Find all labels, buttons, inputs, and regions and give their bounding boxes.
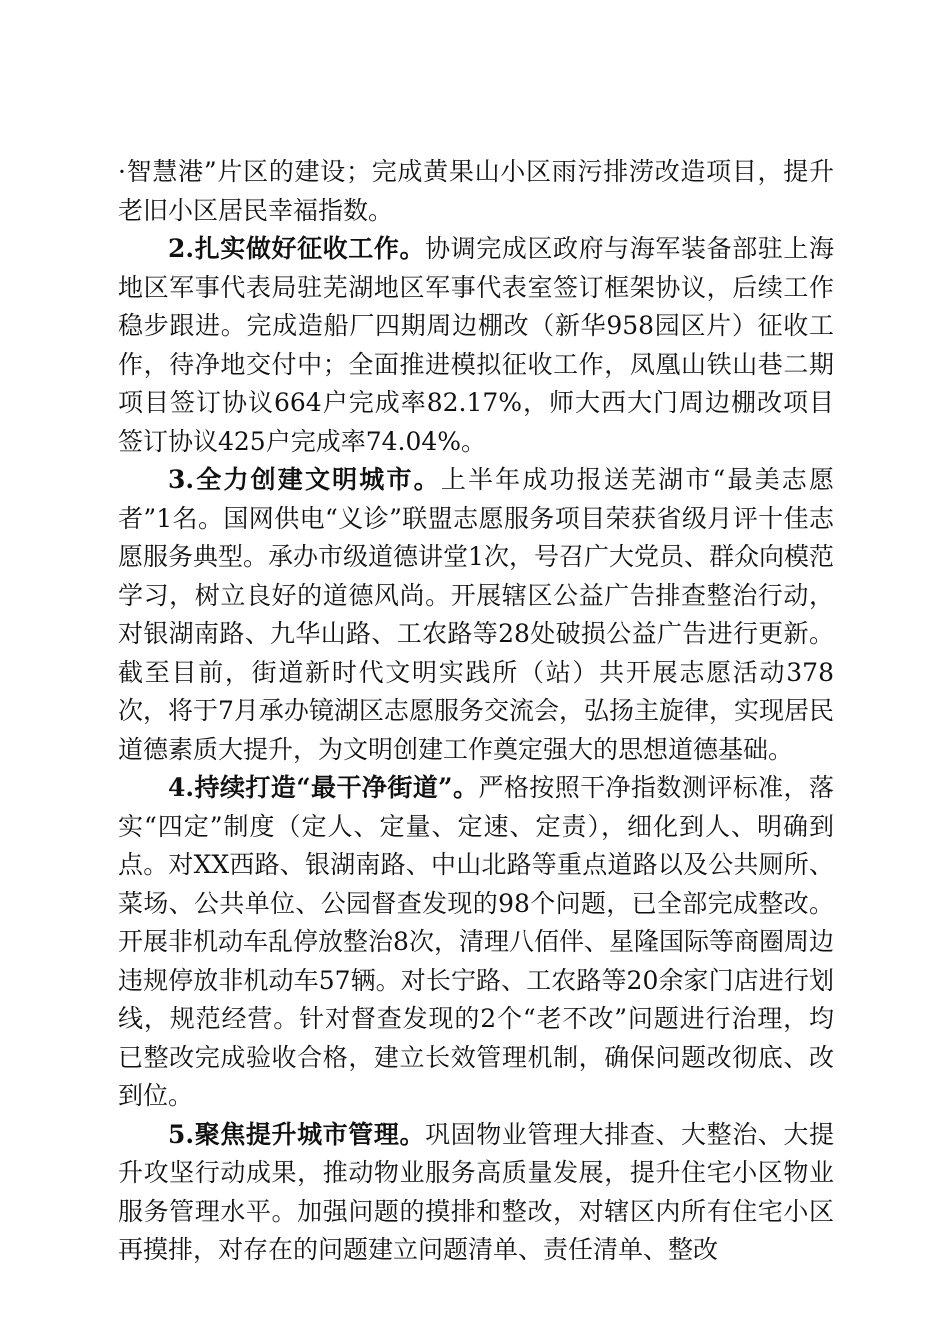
paragraph-heading: 2.扎实做好征收工作。 [168,234,426,263]
document-body [118,153,834,1270]
paragraph-text: ·智慧港”片区的建设；完成黄果山小区雨污排涝改造项目，提升老旧小区居民幸福指数。 [118,157,834,225]
paragraph-cleanest-street [118,769,834,1116]
paragraph-text: 严格按照干净指数测评标准，落实“四定”制度（定人、定量、定速、定责），细化到人、明确到点。对XX西路、银湖南路、中山北路等重点道路以及公共厕所、菜场、公共单位、公园督查发现的98个问题，已全部完成整改。开展非机动车乱停放整治8次，清理八佰伴、星隆国际等商圈周边违规停放非机动车57辆。对长宁路、工农路等20余家门店进行划线，规范经营。针对督查发现的2个“老不改”问题进行治理，均已整改完成验收合格，建立长效管理机制，确保问题改彻底、改到位。 [118,773,834,1110]
paragraph-heading: 5.聚焦提升城市管理。 [168,1119,426,1149]
paragraph-text: 上半年成功报送芜湖市“最美志愿者”1名。国网供电“义诊”联盟志愿服务项目荣获省级月评十佳志愿服务典型。承办市级道德讲堂1次，号召广大党员、群众向模范学习，树立良好的道德风尚。开展辖区公益广告排查整治行动，对银湖南路、九华山路、工农路等28处破损公益广告进行更新。截至目前，街道新时代文明实践所（站）共开展志愿活动378次，将于7月承办镜湖区志愿服务交流会，弘扬主旋律，实现居民道德素质大提升，为文明创建工作奠定强大的思想道德基础。 [118,465,834,764]
paragraph-civilized-city [118,461,834,769]
paragraph-intro [118,153,834,230]
paragraph-city-management [118,1116,834,1270]
paragraph-heading: 4.持续打造“最干净街道”。 [168,773,479,802]
paragraph-text: 巩固物业管理大排查、大整治、大提升攻坚行动成果，推动物业服务高质量发展，提升住宅小区物业服务管理水平。加强问题的摸排和整改，对辖区内所有住宅小区再摸排，对存在的问题建立问题清单、责任清单、整改 [118,1119,834,1264]
paragraph-expropriation [118,230,834,461]
paragraph-text: 协调完成区政府与海军装备部驻上海地区军事代表局驻芜湖地区军事代表室签订框架协议，后续工作稳步跟进。完成造船厂四期周边棚改（新华958园区片）征收工作，待净地交付中；全面推进模拟征收工作，凤凰山铁山巷二期项目签订协议664户完成率82.17%，师大西大门周边棚改项目签订协议425户完成率74.04%。 [118,234,834,456]
paragraph-heading: 3.全力创建文明城市。 [168,465,441,494]
